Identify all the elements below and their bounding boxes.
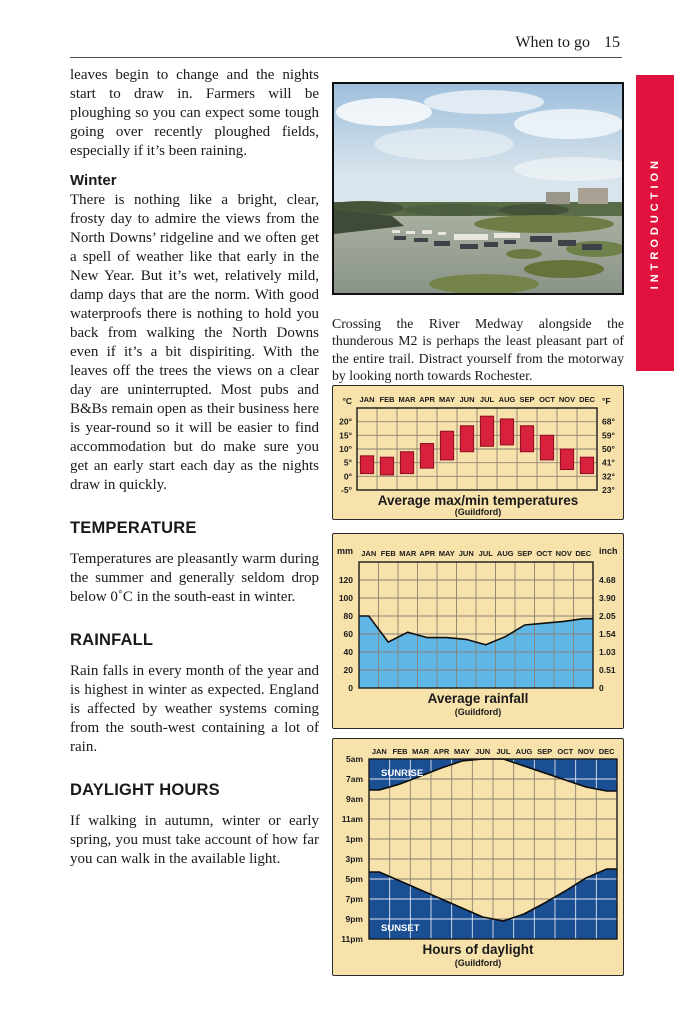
svg-text:7am: 7am: [345, 774, 363, 784]
svg-text:0: 0: [348, 683, 353, 693]
medway-photo: [332, 82, 624, 295]
svg-text:JUL: JUL: [496, 747, 511, 756]
svg-text:68°: 68°: [602, 416, 615, 427]
svg-text:AUG: AUG: [515, 747, 533, 756]
svg-text:DEC: DEC: [579, 395, 595, 404]
svg-text:SEP: SEP: [519, 395, 535, 404]
svg-text:mm: mm: [336, 546, 353, 556]
svg-text:5pm: 5pm: [345, 874, 363, 884]
svg-text:9pm: 9pm: [345, 914, 363, 924]
intro-continuation-paragraph: leaves begin to change and the nights start to draw in. Farmers will be ploughing so you can expect some tough going over recently ploughed fields, especially if it’s been raining.: [70, 67, 319, 159]
svg-text:1.03: 1.03: [599, 647, 616, 657]
svg-text:-5°: -5°: [341, 485, 352, 495]
svg-text:20°: 20°: [339, 416, 352, 427]
svg-text:JUL: JUL: [478, 549, 493, 558]
temperature-chart-subtitle: (Guildford): [454, 507, 502, 517]
temperature-heading: TEMPERATURE: [70, 519, 197, 537]
svg-text:JUN: JUN: [475, 747, 491, 756]
svg-text:JUL: JUL: [479, 395, 495, 404]
svg-text:OCT: OCT: [536, 549, 553, 558]
svg-text:60: 60: [343, 629, 353, 639]
daylight-hours-heading: DAYLIGHT HOURS: [70, 781, 220, 799]
svg-text:1.54: 1.54: [599, 629, 616, 639]
svg-text:JAN: JAN: [361, 549, 377, 558]
svg-text:1pm: 1pm: [345, 834, 363, 844]
page-number: 15: [604, 34, 620, 51]
svg-text:JUN: JUN: [459, 395, 475, 404]
svg-text:0: 0: [599, 683, 604, 693]
svg-text:NOV: NOV: [555, 549, 572, 558]
chapter-tab-label: INTRODUCTION: [649, 156, 661, 290]
svg-text:FEB: FEB: [379, 395, 395, 404]
svg-text:11am: 11am: [341, 814, 363, 824]
svg-text:APR: APR: [419, 395, 435, 404]
running-header-title: When to go: [515, 34, 590, 51]
svg-text:4.68: 4.68: [599, 575, 616, 585]
svg-text:40: 40: [343, 647, 353, 657]
svg-text:APR: APR: [433, 747, 450, 756]
svg-text:5am: 5am: [345, 754, 363, 764]
daylight-chart-title: Hours of daylight: [422, 942, 534, 957]
svg-text:MAR: MAR: [399, 549, 417, 558]
svg-text:NOV: NOV: [558, 395, 576, 404]
svg-text:JUN: JUN: [458, 549, 474, 558]
svg-text:3pm: 3pm: [345, 854, 363, 864]
svg-text:SUNRISE: SUNRISE: [381, 768, 424, 779]
svg-text:OCT: OCT: [557, 747, 574, 756]
svg-text:DEC: DEC: [598, 747, 615, 756]
svg-text:5°: 5°: [343, 457, 352, 468]
svg-text:0°: 0°: [343, 471, 352, 482]
svg-text:SUNSET: SUNSET: [381, 923, 420, 934]
temperature-chart-title: Average max/min temperatures: [377, 493, 579, 508]
svg-text:FEB: FEB: [380, 549, 396, 558]
svg-text:SEP: SEP: [517, 549, 533, 558]
svg-text:41°: 41°: [602, 457, 615, 468]
svg-text:59°: 59°: [602, 430, 615, 441]
medway-photo-illustration: [334, 84, 622, 293]
svg-text:100: 100: [338, 593, 353, 603]
svg-text:DEC: DEC: [575, 549, 592, 558]
svg-text:9am: 9am: [345, 794, 363, 804]
svg-text:MAR: MAR: [412, 747, 430, 756]
rainfall-chart: [332, 533, 624, 729]
rainfall-heading: RAINFALL: [70, 631, 154, 649]
photo-caption: Crossing the River Medway alongside the thunderous M2 is perhaps the least pleasant part of the entire trail. Distract yourself from the motorway by looking north towards Rochester.: [332, 315, 624, 384]
daylight-chart: [332, 738, 624, 976]
svg-text:FEB: FEB: [392, 747, 408, 756]
svg-text:32°: 32°: [602, 471, 615, 482]
svg-text:11pm: 11pm: [341, 934, 363, 944]
winter-heading: Winter: [70, 172, 117, 189]
svg-text:MAY: MAY: [454, 747, 470, 756]
svg-text:OCT: OCT: [539, 395, 555, 404]
svg-text:3.90: 3.90: [599, 593, 616, 603]
left-text-column: [70, 66, 319, 869]
svg-text:50°: 50°: [602, 444, 615, 454]
svg-text:23°: 23°: [602, 485, 615, 495]
svg-text:80: 80: [343, 611, 353, 621]
daylight-paragraph: If walking in autumn, winter or early spring, you must take account of how far you can walk in the available light.: [70, 813, 319, 867]
temperature-paragraph: Temperatures are pleasantly warm during the summer and generally seldom drop below 0˚C in the south-east in winter.: [70, 551, 319, 605]
svg-text:APR: APR: [419, 549, 436, 558]
svg-text:MAY: MAY: [438, 549, 455, 558]
svg-text:0.51: 0.51: [599, 665, 616, 675]
rainfall-chart-subtitle: (Guildford): [454, 707, 502, 717]
temperature-chart: [332, 385, 624, 520]
svg-text:°F: °F: [602, 396, 611, 406]
header-rule: [70, 57, 622, 58]
rainfall-chart-title: Average rainfall: [427, 691, 529, 706]
svg-text:10°: 10°: [339, 444, 352, 454]
daylight-chart-subtitle: (Guildford): [454, 958, 502, 968]
winter-paragraph: There is nothing like a bright, clear, frosty day to admire the views from the North Downs’ ridgeline and we often get a spell of weather like that early in the New Year. But it’s wet, relatively mild, damp days that are the norm. With good waterproofs there is nothing to hold you back from walking the North Downs even if it’s a bit dispiriting. With the leaves off the trees the views on a clear day are uninterrupted. Most pubs and B&Bs remain open as their business here is year-round so it will be easier to find accommodation but do make sure you get an early start each day as the nights draw in quickly.: [70, 192, 319, 493]
svg-text:20: 20: [343, 665, 353, 675]
svg-text:15°: 15°: [339, 430, 352, 441]
svg-text:MAY: MAY: [439, 395, 455, 404]
svg-text:MAR: MAR: [398, 395, 416, 404]
svg-text:120: 120: [338, 575, 353, 585]
svg-text:2.05: 2.05: [599, 611, 616, 621]
svg-text:inch: inch: [599, 546, 618, 556]
svg-text:SEP: SEP: [537, 747, 553, 756]
rainfall-paragraph: Rain falls in every month of the year and is highest in winter as expected. England is affected by weather systems coming from the south-west containing a lot of rain.: [70, 663, 319, 755]
svg-text:7pm: 7pm: [345, 894, 363, 904]
svg-text:AUG: AUG: [496, 549, 514, 558]
svg-text:AUG: AUG: [498, 395, 516, 404]
svg-text:JAN: JAN: [359, 395, 375, 404]
svg-text:JAN: JAN: [371, 747, 387, 756]
chapter-tab-introduction: [636, 75, 674, 371]
running-header: [515, 34, 620, 52]
svg-text:°C: °C: [342, 396, 352, 406]
svg-text:NOV: NOV: [577, 747, 595, 756]
